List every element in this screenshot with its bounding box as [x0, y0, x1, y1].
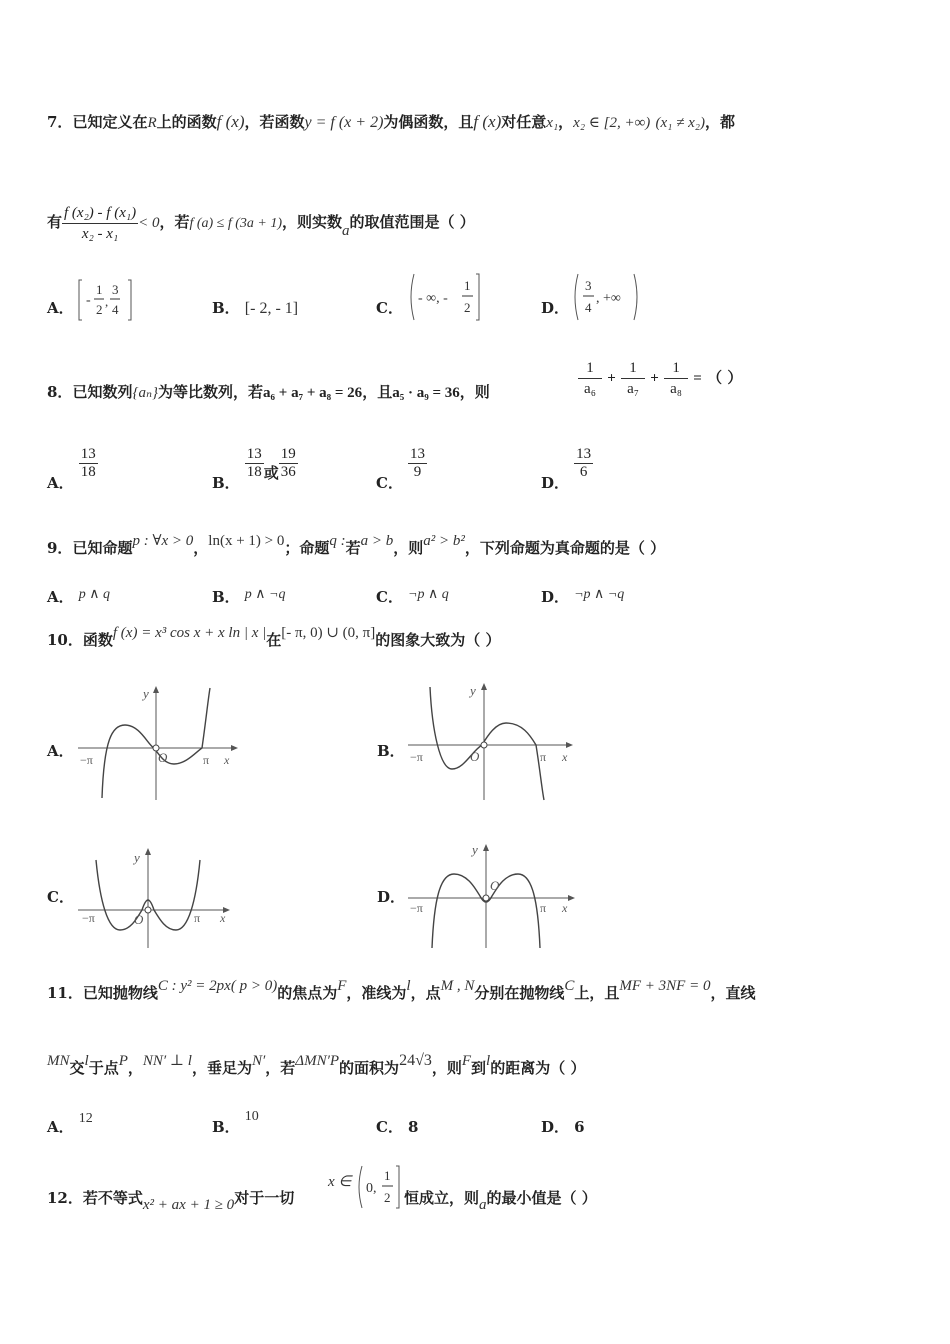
q10-line	[47, 622, 501, 649]
option-fraction	[79, 446, 98, 481]
question-number: 10．	[47, 631, 83, 649]
q11-text: ，直线	[710, 984, 756, 1002]
q11-text: 分别在抛物线	[474, 984, 565, 1002]
q8-text: ，则	[459, 383, 490, 401]
axis-label-y: y	[470, 683, 476, 698]
q7-text: 对任意	[501, 113, 547, 131]
q11-option-a[interactable]	[47, 1106, 93, 1136]
equals-sign: =	[693, 370, 702, 387]
math-l: l	[406, 978, 411, 994]
q11-text: ，准线为	[346, 984, 407, 1002]
bracket-expression	[572, 272, 642, 322]
q11-option-b[interactable]	[212, 1104, 259, 1136]
graph-d-plot	[400, 840, 580, 952]
q7-text: ，若函数	[244, 113, 305, 131]
q11-text: ，则	[431, 1059, 462, 1077]
q7-text: 上的函数	[156, 113, 217, 131]
math-x1: x₁	[546, 115, 559, 131]
axis-label-y: y	[143, 686, 149, 701]
option-label: D．	[541, 588, 570, 606]
svg-text:1: 1	[384, 1168, 391, 1183]
option-label: A．	[47, 474, 74, 492]
math-area: 24√3	[399, 1052, 432, 1069]
q11-text: 的焦点为	[277, 984, 338, 1002]
option-text: p ∧ ¬q	[244, 587, 286, 602]
q12-text: 的最小值是（ ）	[486, 1189, 597, 1207]
option-label: C．	[376, 588, 403, 606]
q7-text: 有	[47, 213, 63, 231]
frac-denominator: 9	[408, 463, 427, 481]
q7-line2	[47, 200, 475, 246]
bracket-expression	[406, 272, 486, 322]
math-difference-quotient	[62, 203, 138, 244]
q9-text: 若	[345, 539, 361, 557]
q8-text: 已知数列	[72, 383, 133, 401]
math-parabola: C : y² = 2px( p > 0)	[157, 978, 278, 994]
option-label: A．	[47, 299, 74, 317]
math-q: q :	[329, 533, 346, 549]
option-text: 6	[574, 1118, 585, 1136]
q8-expression	[578, 358, 742, 399]
q7-option-a[interactable]	[47, 297, 74, 318]
q10-text: 在	[266, 631, 282, 649]
math-a: a	[479, 1197, 487, 1213]
tick-pi: π	[540, 901, 547, 915]
question-number: 8．	[47, 383, 73, 401]
frac-numerator: 1	[621, 358, 645, 379]
q7-text: 的取值范围是（ ）	[349, 213, 475, 231]
q7-text: 已知定义在	[72, 113, 148, 131]
axis-label-x: x	[562, 750, 568, 764]
axis-label-y: y	[134, 850, 140, 865]
q11-text: 上，且	[574, 984, 620, 1002]
plus-sign: +	[650, 370, 659, 387]
frac-denominator: a₇	[627, 381, 639, 397]
frac-denominator: a₈	[670, 381, 682, 397]
q11-text: ，点	[410, 984, 441, 1002]
svg-text:- ∞, -: - ∞, -	[418, 291, 448, 306]
math-vector-equation: MF + 3NF = 0	[619, 978, 711, 994]
math-F: F	[461, 1053, 472, 1069]
q11-option-d[interactable]	[541, 1116, 585, 1137]
q7-text: ，若	[159, 213, 190, 231]
separator: ，	[193, 539, 209, 557]
q9-option-d[interactable]	[541, 582, 625, 606]
separator: ，	[558, 113, 574, 131]
math-domain: [- π, 0) ∪ (0, π]	[281, 625, 376, 641]
frac-numerator: 1	[664, 358, 688, 379]
option-label: D．	[541, 1118, 570, 1136]
frac-denominator: 18	[80, 464, 96, 480]
q11-text: 的距离为（ ）	[490, 1059, 586, 1077]
svg-text:2: 2	[96, 302, 103, 317]
graph-b	[400, 675, 580, 809]
q8-option-a[interactable]	[47, 446, 98, 492]
q7-option-c[interactable]	[376, 297, 403, 318]
q7-text: 为偶函数，且	[383, 113, 474, 131]
q10-text: 函数	[82, 631, 113, 649]
option-fraction	[574, 446, 593, 481]
q9-option-b[interactable]	[212, 582, 286, 606]
option-text: p ∧ q	[78, 587, 110, 602]
q9-text: 已知命题	[72, 539, 133, 557]
math-product: a₅ · a₉ = 36	[392, 385, 460, 401]
q9-text: ，下列命题为真命题的是（ ）	[464, 539, 666, 557]
q9-text: ；命题	[284, 539, 330, 557]
axis-label-x: x	[220, 911, 226, 925]
origin-label: O	[158, 750, 168, 765]
q10-option-c[interactable]	[47, 886, 74, 907]
math-a: a	[342, 223, 350, 239]
origin-label: O	[470, 749, 480, 764]
option-fraction	[279, 446, 298, 481]
math-C: C	[564, 978, 575, 994]
q9-option-c[interactable]	[376, 582, 449, 606]
tick-pi: π	[194, 911, 201, 925]
svg-text:2: 2	[464, 300, 471, 315]
q8-option-d[interactable]	[541, 446, 593, 492]
q8-option-c[interactable]	[376, 446, 427, 492]
axis-label-y: y	[472, 842, 478, 857]
math-sum: a₆ + a₇ + a₈ = 26	[263, 385, 363, 401]
math-function: f (x) = x³ cos x + x ln | x |	[112, 625, 267, 641]
math-sequence: {aₙ}	[132, 385, 159, 401]
frac-numerator: 13	[576, 446, 592, 462]
frac-denominator: a₆	[584, 381, 596, 397]
q7-option-c-math	[406, 272, 486, 326]
option-label: B．	[212, 299, 240, 317]
math-fx: f (x)	[473, 112, 502, 131]
option-label: C．	[376, 299, 403, 317]
q8-line	[47, 382, 490, 403]
q9-line	[47, 530, 666, 557]
q11-text: ，	[127, 1059, 143, 1077]
axis-label-x: x	[562, 901, 568, 915]
q11-line2	[47, 1050, 586, 1077]
math-F: F	[337, 978, 347, 994]
q12-domain	[326, 1162, 406, 1216]
frac-numerator: 13	[80, 446, 96, 462]
q7-option-d-math	[572, 272, 642, 326]
graph-d	[400, 840, 580, 956]
option-text: 12	[78, 1111, 93, 1126]
option-label: C．	[376, 474, 403, 492]
option-label: D．	[541, 299, 570, 317]
frac-numerator: 19	[280, 446, 296, 462]
math-p: p : ∀x > 0	[132, 533, 194, 549]
math-y-f-x2: y = f (x + 2)	[304, 114, 384, 131]
math-inequality: x² + ax + 1 ≥ 0	[142, 1197, 235, 1213]
q11-text: 到	[471, 1059, 487, 1077]
svg-text:0,: 0,	[366, 1181, 377, 1196]
option-label: A．	[47, 742, 74, 760]
svg-text:x ∈: x ∈	[328, 1174, 352, 1190]
q8-text: ，且	[362, 383, 393, 401]
math-N-prime: N′	[251, 1053, 266, 1069]
graph-c	[72, 842, 242, 956]
option-text: ¬p ∧ q	[408, 587, 449, 602]
q11-text: ，若	[265, 1059, 296, 1077]
frac-one-over-a6	[578, 358, 602, 399]
q11-text: 的面积为	[339, 1059, 400, 1077]
q12-line-end	[404, 1188, 597, 1213]
math-condition: f (a) ≤ f (3a + 1)	[189, 216, 283, 231]
option-label: D．	[541, 474, 570, 492]
q10-text: 的图象大致为（ ）	[375, 631, 501, 649]
math-ln: ln(x + 1) > 0	[208, 533, 285, 549]
tick-neg-pi: −π	[410, 901, 423, 915]
q9-option-a[interactable]	[47, 582, 110, 606]
q11-line1	[47, 975, 756, 1002]
svg-text:4: 4	[112, 302, 119, 317]
option-label: B．	[212, 474, 240, 492]
graph-b-plot	[400, 675, 580, 805]
q8-text: （ ）	[707, 368, 743, 387]
math-a-gt-b: a > b	[360, 533, 394, 549]
q8-option-b[interactable]	[212, 446, 298, 492]
option-label: B．	[377, 742, 405, 760]
question-number: 9．	[47, 539, 73, 557]
option-fraction	[408, 446, 427, 481]
question-number: 12．	[47, 1189, 83, 1207]
option-text: 8	[408, 1118, 419, 1136]
svg-text:4: 4	[585, 300, 592, 315]
math-R: R	[147, 115, 157, 131]
q12-text: 对于一切	[234, 1189, 295, 1207]
svg-text:2: 2	[384, 1190, 391, 1205]
math-l: l	[486, 1053, 491, 1069]
q12-text: 若不等式	[82, 1189, 143, 1207]
svg-text:3: 3	[112, 282, 119, 297]
option-label: B．	[212, 1118, 240, 1136]
svg-text:-: -	[86, 293, 91, 308]
frac-denominator: x₂ - x₁	[81, 225, 119, 242]
math-MN: M , N	[440, 978, 475, 994]
q11-option-c[interactable]	[376, 1116, 418, 1137]
svg-text:3: 3	[585, 278, 592, 293]
frac-numerator: 13	[410, 446, 426, 462]
math-x1-neq-x2: (x₁ ≠ x₂)	[655, 115, 705, 131]
bracket-expression	[76, 278, 136, 322]
svg-text:1: 1	[464, 278, 471, 293]
tick-neg-pi: −π	[82, 911, 95, 925]
option-label: C．	[376, 1118, 403, 1136]
q11-text: 交	[69, 1059, 85, 1077]
frac-one-over-a8	[664, 358, 688, 399]
tick-pi: π	[203, 753, 210, 767]
svg-text:,: ,	[105, 294, 109, 309]
math-perpendicular: NN′ ⊥ l	[142, 1053, 192, 1069]
option-label: A．	[47, 1118, 74, 1136]
math-triangle: ΔMN′P	[295, 1053, 340, 1069]
q11-text: ，垂足为	[191, 1059, 252, 1077]
frac-numerator: 1	[578, 358, 602, 379]
math-fx: f (x)	[216, 112, 245, 131]
frac-numerator: 13	[246, 446, 262, 462]
or-word: 或	[263, 464, 279, 482]
option-text: ¬p ∧ ¬q	[574, 587, 625, 602]
plus-sign: +	[607, 370, 616, 387]
option-label: A．	[47, 588, 74, 606]
tick-pi: π	[540, 750, 547, 764]
question-number: 11．	[47, 984, 83, 1002]
math-square-compare: a² > b²	[423, 533, 465, 549]
option-label: D．	[377, 888, 406, 906]
q11-text: 已知抛物线	[82, 984, 158, 1002]
math-x-in-interval	[326, 1162, 406, 1212]
frac-numerator: f (x₂) - f (x₁)	[62, 203, 138, 224]
q7-option-b[interactable]	[212, 297, 298, 318]
q8-text: 为等比数列，若	[158, 383, 264, 401]
graph-a	[70, 680, 250, 809]
svg-text:, +∞: , +∞	[596, 291, 621, 306]
tick-neg-pi: −π	[80, 753, 93, 767]
math-P: P	[118, 1053, 128, 1069]
question-number: 7．	[47, 113, 73, 131]
tick-neg-pi: −π	[410, 750, 423, 764]
math-lt0: < 0	[138, 215, 160, 231]
graph-a-plot	[70, 680, 250, 805]
frac-denominator: 36	[280, 464, 296, 480]
frac-denominator: 18	[246, 464, 262, 480]
math-l: l	[84, 1053, 89, 1069]
origin-label: O	[134, 912, 144, 927]
q7-option-d[interactable]	[541, 297, 569, 318]
q12-text: 恒成立，则	[404, 1189, 480, 1207]
option-label: B．	[212, 588, 240, 606]
q7-text: ，则实数	[282, 213, 343, 231]
frac-one-over-a7	[621, 358, 645, 399]
q7-text: ，都	[705, 113, 736, 131]
q7-option-a-math	[76, 278, 136, 326]
svg-text:1: 1	[96, 282, 103, 297]
graph-c-plot	[72, 842, 242, 952]
option-text: 10	[244, 1109, 259, 1124]
q9-text: ，则	[393, 539, 424, 557]
math-x2-range: x₂ ∈ [2, +∞)	[573, 115, 651, 131]
math-MN: MN	[47, 1053, 70, 1069]
option-label: C．	[47, 888, 74, 906]
axis-label-x: x	[224, 753, 230, 767]
option-text: [- 2, - 1]	[244, 300, 299, 317]
frac-denominator: 6	[574, 463, 593, 481]
q11-text: 于点	[88, 1059, 119, 1077]
origin-label: O	[490, 878, 500, 893]
q7-line1	[47, 112, 735, 133]
q12-line	[47, 1188, 295, 1213]
option-fraction	[245, 446, 264, 481]
